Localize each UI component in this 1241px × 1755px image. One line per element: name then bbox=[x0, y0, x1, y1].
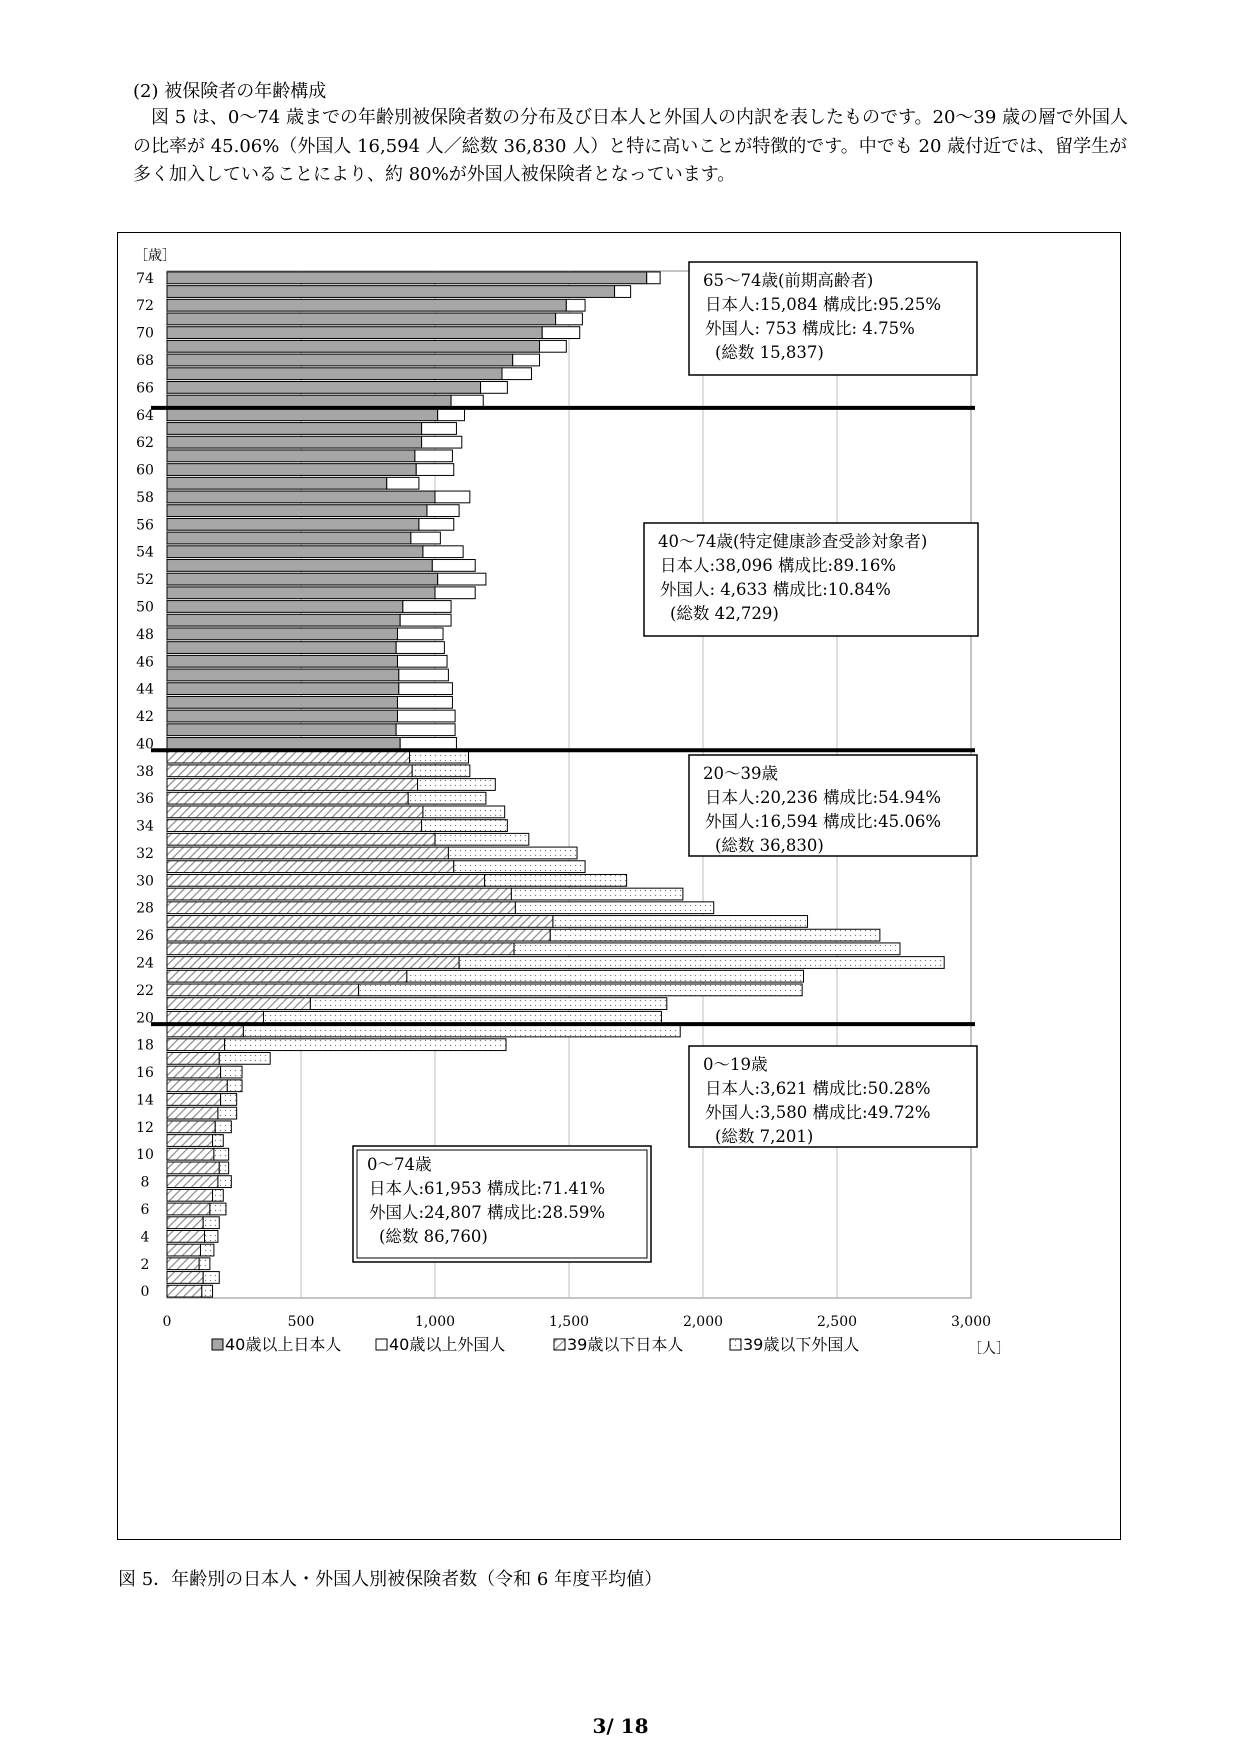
bar-age-20-39歳以下日本人 bbox=[167, 1011, 263, 1023]
bar-age-56-40歳以上日本人 bbox=[167, 518, 419, 530]
y-tick-label: 28 bbox=[136, 900, 154, 917]
bar-age-16-39歳以下外国人 bbox=[221, 1066, 242, 1078]
y-tick-label: 54 bbox=[136, 544, 154, 561]
y-tick-label: 12 bbox=[136, 1119, 154, 1136]
box-0-19-line: 日本人:3,621 構成比:50.28% bbox=[705, 1079, 931, 1098]
y-tick-label: 52 bbox=[136, 572, 154, 589]
bar-age-37-39歳以下日本人 bbox=[167, 779, 418, 791]
bar-age-61-40歳以上外国人 bbox=[415, 450, 453, 462]
y-tick-label: 40 bbox=[136, 736, 154, 753]
legend-swatch bbox=[730, 1339, 741, 1350]
bar-age-41-40歳以上日本人 bbox=[167, 724, 396, 736]
x-tick-label: 0 bbox=[162, 1314, 172, 1330]
bar-age-43-40歳以上外国人 bbox=[397, 696, 452, 708]
bar-age-0-39歳以下外国人 bbox=[202, 1285, 213, 1297]
bar-age-33-39歳以下外国人 bbox=[435, 833, 529, 845]
bar-age-4-39歳以下外国人 bbox=[205, 1230, 218, 1242]
bar-age-44-40歳以上外国人 bbox=[399, 683, 453, 695]
bar-age-52-40歳以上日本人 bbox=[167, 573, 438, 585]
box-40-74-line: 日本人:38,096 構成比:89.16% bbox=[660, 556, 897, 575]
y-tick-label: 46 bbox=[136, 654, 154, 671]
bar-age-50-40歳以上外国人 bbox=[403, 601, 451, 613]
y-tick-label: 74 bbox=[136, 270, 154, 287]
bar-age-67-40歳以上外国人 bbox=[502, 368, 531, 380]
y-tick-label: 48 bbox=[136, 626, 154, 643]
bar-age-63-40歳以上日本人 bbox=[167, 423, 422, 435]
x-tick-label: 3,000 bbox=[950, 1314, 992, 1330]
bar-age-14-39歳以下日本人 bbox=[167, 1094, 221, 1106]
bar-age-35-39歳以下日本人 bbox=[167, 806, 423, 818]
box-0-19-line: 0～19歳 bbox=[703, 1055, 768, 1074]
bar-age-53-40歳以上外国人 bbox=[432, 560, 475, 572]
y-tick-label: 4 bbox=[140, 1229, 150, 1246]
bar-age-43-40歳以上日本人 bbox=[167, 696, 397, 708]
box-0-74-line: 外国人:24,807 構成比:28.59% bbox=[369, 1203, 606, 1222]
bar-age-27-39歳以下外国人 bbox=[553, 916, 808, 928]
bar-age-29-39歳以下外国人 bbox=[511, 888, 683, 900]
bar-age-5-39歳以下日本人 bbox=[167, 1217, 203, 1229]
bar-age-13-39歳以下外国人 bbox=[218, 1107, 237, 1119]
legend-label: 40歳以上日本人 bbox=[225, 1335, 342, 1354]
box-20-39-line: (総数 36,830) bbox=[715, 836, 824, 855]
bar-age-7-39歳以下外国人 bbox=[213, 1189, 224, 1201]
bar-age-69-40歳以上外国人 bbox=[540, 340, 567, 352]
bar-age-30-39歳以下外国人 bbox=[485, 874, 627, 886]
bar-age-25-39歳以下外国人 bbox=[514, 943, 900, 955]
bar-age-56-40歳以上外国人 bbox=[419, 518, 454, 530]
bar-age-55-40歳以上日本人 bbox=[167, 532, 411, 544]
bar-age-4-39歳以下日本人 bbox=[167, 1230, 205, 1242]
y-tick-label: 58 bbox=[136, 489, 154, 506]
bar-age-9-39歳以下日本人 bbox=[167, 1162, 219, 1174]
bar-age-42-40歳以上日本人 bbox=[167, 710, 397, 722]
bar-age-50-40歳以上日本人 bbox=[167, 601, 403, 613]
box-40-74-line: 40～74歳(特定健康診査受診対象者) bbox=[658, 532, 928, 551]
bar-age-60-40歳以上日本人 bbox=[167, 464, 416, 476]
bar-age-18-39歳以下外国人 bbox=[225, 1039, 506, 1051]
box-65-74-line: 日本人:15,084 構成比:95.25% bbox=[705, 295, 942, 314]
y-tick-label: 8 bbox=[140, 1174, 150, 1191]
bar-age-8-39歳以下外国人 bbox=[218, 1176, 231, 1188]
bar-age-39-39歳以下日本人 bbox=[167, 751, 410, 763]
y-tick-label: 70 bbox=[136, 325, 154, 342]
bar-age-37-39歳以下外国人 bbox=[418, 779, 496, 791]
box-0-19-line: (総数 7,201) bbox=[715, 1127, 814, 1146]
bar-age-58-40歳以上外国人 bbox=[435, 491, 470, 503]
bar-age-31-39歳以下外国人 bbox=[454, 861, 585, 873]
bar-age-1-39歳以下日本人 bbox=[167, 1272, 203, 1284]
bar-age-10-39歳以下外国人 bbox=[214, 1148, 229, 1160]
box-0-74-line: (総数 86,760) bbox=[379, 1227, 488, 1246]
bar-age-68-40歳以上日本人 bbox=[167, 354, 513, 366]
bar-age-23-39歳以下日本人 bbox=[167, 970, 407, 982]
y-tick-label: 66 bbox=[136, 380, 154, 397]
bar-age-19-39歳以下外国人 bbox=[243, 1025, 680, 1037]
bar-age-68-40歳以上外国人 bbox=[513, 354, 540, 366]
bar-age-24-39歳以下日本人 bbox=[167, 957, 459, 969]
x-tick-label: 1,000 bbox=[414, 1314, 456, 1330]
bar-age-23-39歳以下外国人 bbox=[407, 970, 804, 982]
bar-age-38-39歳以下日本人 bbox=[167, 765, 412, 777]
bar-age-11-39歳以下外国人 bbox=[213, 1135, 224, 1147]
bar-age-21-39歳以下日本人 bbox=[167, 998, 310, 1010]
x-tick-label: 2,000 bbox=[682, 1314, 724, 1330]
bar-age-66-40歳以上外国人 bbox=[481, 382, 508, 394]
bar-age-32-39歳以下日本人 bbox=[167, 847, 448, 859]
bar-age-70-40歳以上外国人 bbox=[542, 327, 580, 339]
bar-age-25-39歳以下日本人 bbox=[167, 943, 514, 955]
bar-age-55-40歳以上外国人 bbox=[411, 532, 440, 544]
bar-age-9-39歳以下外国人 bbox=[219, 1162, 228, 1174]
bar-age-1-39歳以下外国人 bbox=[203, 1272, 219, 1284]
x-unit-label: ［人］ bbox=[968, 1341, 1010, 1357]
bar-age-18-39歳以下日本人 bbox=[167, 1039, 225, 1051]
bar-age-46-40歳以上日本人 bbox=[167, 655, 397, 667]
bar-age-7-39歳以下日本人 bbox=[167, 1189, 213, 1201]
y-tick-label: 18 bbox=[136, 1037, 154, 1054]
y-tick-label: 20 bbox=[136, 1010, 154, 1027]
y-tick-label: 62 bbox=[136, 435, 154, 452]
bar-age-69-40歳以上日本人 bbox=[167, 340, 540, 352]
bar-age-45-40歳以上日本人 bbox=[167, 669, 399, 681]
box-20-39-line: 20～39歳 bbox=[703, 764, 778, 783]
bar-age-32-39歳以下外国人 bbox=[448, 847, 577, 859]
y-tick-label: 24 bbox=[136, 955, 154, 972]
bar-age-61-40歳以上日本人 bbox=[167, 450, 415, 462]
box-20-39-line: 外国人:16,594 構成比:45.06% bbox=[705, 812, 942, 831]
bar-age-11-39歳以下日本人 bbox=[167, 1135, 213, 1147]
bar-age-17-39歳以下日本人 bbox=[167, 1052, 219, 1064]
legend-label: 39歳以下外国人 bbox=[743, 1335, 860, 1354]
bar-age-60-40歳以上外国人 bbox=[416, 464, 454, 476]
bar-age-34-39歳以下日本人 bbox=[167, 820, 422, 832]
bar-age-52-40歳以上外国人 bbox=[438, 573, 486, 585]
bar-age-47-40歳以上外国人 bbox=[396, 642, 444, 654]
bar-age-51-40歳以上外国人 bbox=[435, 587, 475, 599]
y-tick-label: 64 bbox=[136, 407, 154, 424]
bar-age-6-39歳以下外国人 bbox=[210, 1203, 226, 1215]
bar-age-34-39歳以下外国人 bbox=[422, 820, 508, 832]
x-tick-label: 500 bbox=[287, 1314, 315, 1330]
bar-age-19-39歳以下日本人 bbox=[167, 1025, 243, 1037]
bar-age-59-40歳以上日本人 bbox=[167, 477, 387, 489]
intro-text: 図 5 は、0～74 歳までの年齢別被保険者数の分布及び日本人と外国人の内訳を表したものです。20～39 歳の層で外国人の比率が 45.06%（外国人 16,594 人／総数 36,830 人）と特に高いことが特徴的です。中でも 20 歳付近では、留学生が多く加入していることにより、約 80%が外国人被保険者となっています。 bbox=[133, 107, 1129, 185]
bar-age-72-40歳以上日本人 bbox=[167, 299, 566, 311]
legend-label: 40歳以上外国人 bbox=[389, 1335, 506, 1354]
bar-age-73-40歳以上日本人 bbox=[167, 286, 615, 298]
bar-age-36-39歳以下日本人 bbox=[167, 792, 408, 804]
bar-age-22-39歳以下日本人 bbox=[167, 984, 359, 996]
bar-age-28-39歳以下外国人 bbox=[515, 902, 713, 914]
figure-caption: 図 5．年齢別の日本人・外国人別被保険者数（令和 6 年度平均値） bbox=[118, 1569, 663, 1590]
bar-age-27-39歳以下日本人 bbox=[167, 916, 553, 928]
x-tick-label: 1,500 bbox=[548, 1314, 590, 1330]
section-heading: (2) 被保険者の年齢構成 bbox=[133, 81, 327, 102]
bar-age-66-40歳以上日本人 bbox=[167, 382, 481, 394]
bar-age-15-39歳以下外国人 bbox=[227, 1080, 242, 1092]
bar-age-74-40歳以上外国人 bbox=[647, 272, 660, 284]
box-40-74-line: 外国人: 4,633 構成比:10.84% bbox=[660, 580, 891, 599]
box-65-74-line: (総数 15,837) bbox=[715, 343, 824, 362]
bar-age-45-40歳以上外国人 bbox=[399, 669, 449, 681]
bar-age-74-40歳以上日本人 bbox=[167, 272, 647, 284]
y-tick-label: 38 bbox=[136, 763, 154, 780]
y-tick-label: 34 bbox=[136, 818, 154, 835]
bar-age-26-39歳以下外国人 bbox=[550, 929, 880, 941]
y-tick-label: 6 bbox=[140, 1201, 150, 1218]
y-tick-label: 2 bbox=[140, 1256, 150, 1273]
y-tick-label: 44 bbox=[136, 681, 154, 698]
bar-age-48-40歳以上日本人 bbox=[167, 628, 397, 640]
bar-age-12-39歳以下日本人 bbox=[167, 1121, 215, 1133]
y-tick-label: 68 bbox=[136, 353, 154, 370]
box-65-74-line: 外国人: 753 構成比: 4.75% bbox=[705, 319, 915, 338]
box-20-39-line: 日本人:20,236 構成比:54.94% bbox=[705, 788, 942, 807]
y-tick-label: 0 bbox=[140, 1284, 150, 1301]
y-tick-label: 10 bbox=[136, 1147, 154, 1164]
y-tick-label: 14 bbox=[136, 1092, 154, 1109]
bar-age-49-40歳以上外国人 bbox=[400, 614, 451, 626]
legend-label: 39歳以下日本人 bbox=[567, 1335, 684, 1354]
bar-age-5-39歳以下外国人 bbox=[203, 1217, 219, 1229]
bar-age-30-39歳以下日本人 bbox=[167, 874, 485, 886]
legend-swatch bbox=[212, 1339, 223, 1350]
bar-age-2-39歳以下外国人 bbox=[199, 1258, 210, 1270]
bar-age-59-40歳以上外国人 bbox=[387, 477, 419, 489]
box-0-19-line: 外国人:3,580 構成比:49.72% bbox=[705, 1103, 931, 1122]
bar-age-26-39歳以下日本人 bbox=[167, 929, 550, 941]
bar-age-47-40歳以上日本人 bbox=[167, 642, 396, 654]
bar-age-54-40歳以上外国人 bbox=[423, 546, 463, 558]
legend-swatch bbox=[554, 1339, 565, 1350]
bar-age-73-40歳以上外国人 bbox=[615, 286, 631, 298]
box-0-74-line: 日本人:61,953 構成比:71.41% bbox=[369, 1179, 606, 1198]
bar-age-15-39歳以下日本人 bbox=[167, 1080, 227, 1092]
y-tick-label: 30 bbox=[136, 873, 154, 890]
bar-age-67-40歳以上日本人 bbox=[167, 368, 502, 380]
bar-age-8-39歳以下日本人 bbox=[167, 1176, 218, 1188]
bar-age-62-40歳以上日本人 bbox=[167, 436, 422, 448]
box-40-74-line: (総数 42,729) bbox=[670, 604, 779, 623]
bar-age-57-40歳以上日本人 bbox=[167, 505, 427, 517]
legend-swatch bbox=[376, 1339, 387, 1350]
bar-age-63-40歳以上外国人 bbox=[422, 423, 457, 435]
bar-age-14-39歳以下外国人 bbox=[221, 1094, 237, 1106]
bar-age-46-40歳以上外国人 bbox=[397, 655, 447, 667]
bar-age-51-40歳以上日本人 bbox=[167, 587, 435, 599]
page-number: 3/ 18 bbox=[592, 1714, 649, 1738]
bar-age-58-40歳以上日本人 bbox=[167, 491, 435, 503]
bar-age-62-40歳以上外国人 bbox=[422, 436, 462, 448]
bar-age-13-39歳以下日本人 bbox=[167, 1107, 218, 1119]
bar-age-33-39歳以下日本人 bbox=[167, 833, 435, 845]
y-tick-label: 42 bbox=[136, 709, 154, 726]
bar-age-40-40歳以上日本人 bbox=[167, 738, 400, 750]
bar-age-44-40歳以上日本人 bbox=[167, 683, 399, 695]
bar-age-28-39歳以下日本人 bbox=[167, 902, 515, 914]
bar-age-16-39歳以下日本人 bbox=[167, 1066, 221, 1078]
bar-age-65-40歳以上日本人 bbox=[167, 395, 451, 407]
population-chart bbox=[118, 233, 1119, 1538]
y-tick-label: 56 bbox=[136, 517, 154, 534]
y-tick-label: 60 bbox=[136, 462, 154, 479]
bar-age-70-40歳以上日本人 bbox=[167, 327, 542, 339]
bar-age-3-39歳以下日本人 bbox=[167, 1244, 201, 1256]
bar-age-71-40歳以上日本人 bbox=[167, 313, 556, 325]
bar-age-6-39歳以下日本人 bbox=[167, 1203, 210, 1215]
y-tick-label: 32 bbox=[136, 845, 154, 862]
y-tick-label: 16 bbox=[136, 1065, 154, 1082]
y-tick-label: 36 bbox=[136, 791, 154, 808]
bar-age-57-40歳以上外国人 bbox=[427, 505, 459, 517]
bar-age-72-40歳以上外国人 bbox=[566, 299, 585, 311]
y-tick-label: 26 bbox=[136, 928, 154, 945]
y-tick-label: 22 bbox=[136, 982, 154, 999]
bar-age-29-39歳以下日本人 bbox=[167, 888, 511, 900]
bar-age-12-39歳以下外国人 bbox=[215, 1121, 231, 1133]
x-tick-label: 2,500 bbox=[816, 1314, 858, 1330]
chart-frame bbox=[117, 232, 1121, 1540]
bar-age-3-39歳以下外国人 bbox=[201, 1244, 214, 1256]
bar-age-65-40歳以上外国人 bbox=[451, 395, 483, 407]
bar-age-36-39歳以下外国人 bbox=[408, 792, 486, 804]
bar-age-22-39歳以下外国人 bbox=[359, 984, 803, 996]
bar-age-38-39歳以下外国人 bbox=[412, 765, 470, 777]
intro-paragraph bbox=[133, 104, 1133, 190]
box-65-74-line: 65～74歳(前期高齢者) bbox=[703, 271, 874, 290]
bar-age-53-40歳以上日本人 bbox=[167, 560, 432, 572]
bar-age-49-40歳以上日本人 bbox=[167, 614, 400, 626]
bar-age-21-39歳以下外国人 bbox=[310, 998, 666, 1010]
bar-age-17-39歳以下外国人 bbox=[219, 1052, 270, 1064]
bar-age-39-39歳以下外国人 bbox=[410, 751, 469, 763]
bar-age-31-39歳以下日本人 bbox=[167, 861, 454, 873]
bar-age-48-40歳以上外国人 bbox=[397, 628, 443, 640]
bar-age-2-39歳以下日本人 bbox=[167, 1258, 199, 1270]
y-tick-label: 72 bbox=[136, 298, 154, 315]
bar-age-54-40歳以上日本人 bbox=[167, 546, 423, 558]
bar-age-20-39歳以下外国人 bbox=[263, 1011, 661, 1023]
bar-age-0-39歳以下日本人 bbox=[167, 1285, 202, 1297]
y-unit-label: ［歳］ bbox=[134, 248, 176, 264]
bar-age-64-40歳以上外国人 bbox=[438, 409, 465, 421]
bar-age-64-40歳以上日本人 bbox=[167, 409, 438, 421]
bar-age-71-40歳以上外国人 bbox=[556, 313, 583, 325]
bar-age-42-40歳以上外国人 bbox=[397, 710, 455, 722]
y-tick-label: 50 bbox=[136, 599, 154, 616]
bar-age-41-40歳以上外国人 bbox=[396, 724, 455, 736]
box-0-74-line: 0～74歳 bbox=[367, 1155, 432, 1174]
bar-age-40-40歳以上外国人 bbox=[400, 738, 456, 750]
bar-age-24-39歳以下外国人 bbox=[459, 957, 944, 969]
bar-age-35-39歳以下外国人 bbox=[423, 806, 505, 818]
bar-age-10-39歳以下日本人 bbox=[167, 1148, 214, 1160]
